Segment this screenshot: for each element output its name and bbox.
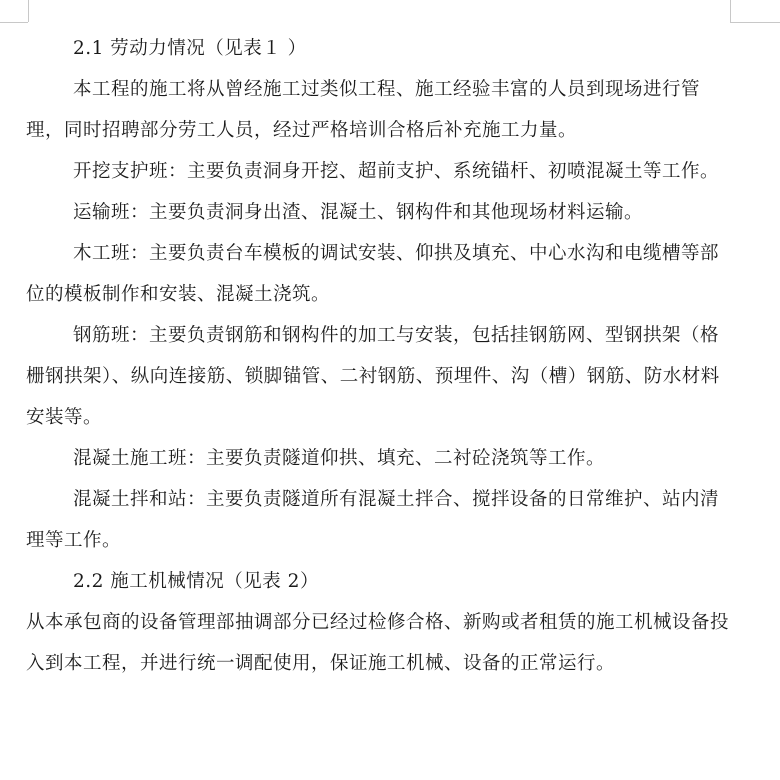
page-margin-corner-right: [730, 0, 731, 22]
paragraph-carpentry-team: 木工班：主要负责台车模板的调试安装、仰拱及填充、中心水沟和电缆槽等部位的模板制作和安装、混凝土浇筑。: [26, 243, 720, 305]
paragraph-concrete-team: 混凝土施工班：主要负责隧道仰拱、填充、二衬砼浇筑等工作。: [73, 448, 606, 469]
page-margin-corner-right-h: [730, 22, 780, 23]
paragraph-rebar-team: 钢筋班：主要负责钢筋和钢构件的加工与安装，包括挂钢筋网、型钢拱架（格栅钢拱架）、纵向连接筋、锁脚锚管、二衬钢筋、预埋件、沟（槽）钢筋、防水材料安装等。: [26, 325, 720, 428]
paragraph-transport-team: 运输班：主要负责洞身出渣、混凝土、钢构件和其他现场材料运输。: [73, 202, 644, 223]
paragraph-intro: 本工程的施工将从曾经施工过类似工程、施工经验丰富的人员到现场进行管理，同时招聘部分劳工人员，经过严格培训合格后补充施工力量。: [26, 79, 701, 141]
page-margin-corner-left: [28, 0, 29, 22]
paragraph-mixing-station: 混凝土拌和站：主要负责隧道所有混凝土拌合、搅拌设备的日常维护、站内清理等工作。: [26, 489, 720, 551]
paragraph-excavation-team: 开挖支护班：主要负责洞身开挖、超前支护、系统锚杆、初喷混凝土等工作。: [73, 161, 720, 182]
section-heading-machinery: 2.2 施工机械情况（见表 2）: [73, 571, 319, 592]
section-heading-labor: 2.1 劳动力情况（见表１ ）: [73, 38, 307, 59]
page-margin-corner-left-h: [0, 22, 28, 23]
document-body: [26, 28, 732, 684]
paragraph-machinery: 从本承包商的设备管理部抽调部分已经过检修合格、新购或者租赁的施工机械设备投入到本工程，并进行统一调配使用，保证施工机械、设备的正常运行。: [26, 612, 730, 674]
